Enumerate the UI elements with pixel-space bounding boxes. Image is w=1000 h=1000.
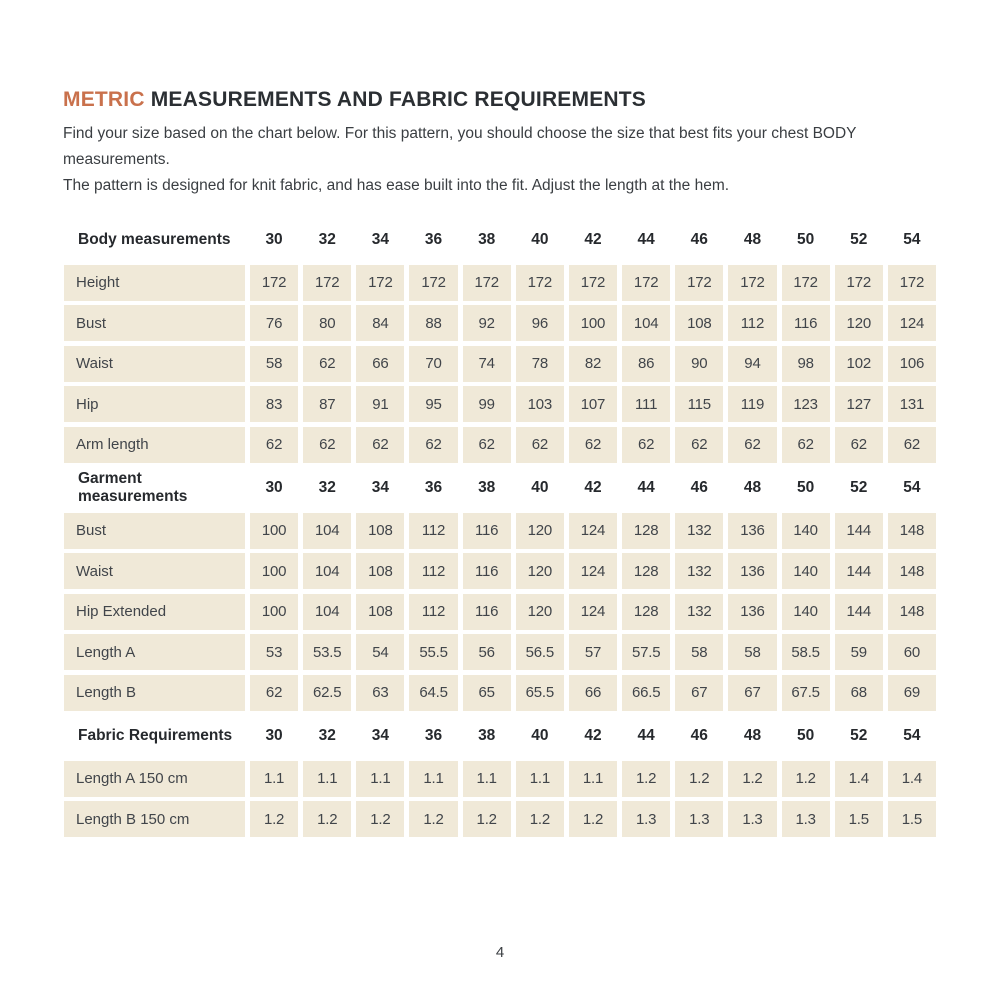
value-cell: 1.3 bbox=[728, 801, 776, 837]
row-label: Arm length bbox=[64, 427, 245, 463]
value-cell: 172 bbox=[250, 265, 298, 301]
size-header-cell: 42 bbox=[569, 715, 617, 756]
section-header-label: Garment measurements bbox=[64, 467, 245, 508]
size-header-cell: 30 bbox=[250, 715, 298, 756]
value-cell: 62.5 bbox=[303, 675, 351, 711]
value-cell: 100 bbox=[250, 594, 298, 630]
value-cell: 124 bbox=[888, 305, 936, 341]
size-header-cell: 32 bbox=[303, 219, 351, 260]
value-cell: 108 bbox=[356, 513, 404, 549]
value-cell: 100 bbox=[250, 513, 298, 549]
value-cell: 102 bbox=[835, 346, 883, 382]
size-header-cell: 52 bbox=[835, 219, 883, 260]
size-header-cell: 50 bbox=[782, 219, 830, 260]
document-header bbox=[63, 88, 943, 199]
value-cell: 120 bbox=[516, 513, 564, 549]
value-cell: 68 bbox=[835, 675, 883, 711]
value-cell: 1.2 bbox=[728, 761, 776, 797]
size-header-cell: 38 bbox=[463, 715, 511, 756]
value-cell: 140 bbox=[782, 513, 830, 549]
value-cell: 86 bbox=[622, 346, 670, 382]
value-cell: 119 bbox=[728, 386, 776, 422]
intro-line-2: The pattern is designed for knit fabric, and has ease built into the fit. Adjust the length at the hem. bbox=[63, 177, 730, 194]
value-cell: 63 bbox=[356, 675, 404, 711]
value-cell: 62 bbox=[728, 427, 776, 463]
row-label: Length B bbox=[64, 675, 245, 711]
value-cell: 172 bbox=[675, 265, 723, 301]
value-cell: 1.2 bbox=[782, 761, 830, 797]
size-header-cell: 44 bbox=[622, 467, 670, 508]
size-header-cell: 44 bbox=[622, 715, 670, 756]
value-cell: 60 bbox=[888, 634, 936, 670]
value-cell: 83 bbox=[250, 386, 298, 422]
value-cell: 144 bbox=[835, 594, 883, 630]
size-header-cell: 32 bbox=[303, 715, 351, 756]
value-cell: 62 bbox=[675, 427, 723, 463]
value-cell: 66.5 bbox=[622, 675, 670, 711]
value-cell: 120 bbox=[516, 553, 564, 589]
size-header-cell: 54 bbox=[888, 715, 936, 756]
value-cell: 90 bbox=[675, 346, 723, 382]
value-cell: 128 bbox=[622, 594, 670, 630]
size-header-cell: 42 bbox=[569, 467, 617, 508]
value-cell: 91 bbox=[356, 386, 404, 422]
value-cell: 99 bbox=[463, 386, 511, 422]
size-header-cell: 34 bbox=[356, 219, 404, 260]
size-header-cell: 50 bbox=[782, 715, 830, 756]
value-cell: 96 bbox=[516, 305, 564, 341]
value-cell: 1.3 bbox=[782, 801, 830, 837]
row-label: Length B 150 cm bbox=[64, 801, 245, 837]
value-cell: 1.1 bbox=[569, 761, 617, 797]
value-cell: 148 bbox=[888, 513, 936, 549]
size-header-cell: 48 bbox=[728, 467, 776, 508]
value-cell: 1.2 bbox=[250, 801, 298, 837]
value-cell: 148 bbox=[888, 594, 936, 630]
page-title-rest: MEASUREMENTS AND FABRIC REQUIREMENTS bbox=[144, 88, 647, 111]
value-cell: 172 bbox=[888, 265, 936, 301]
value-cell: 128 bbox=[622, 553, 670, 589]
value-cell: 136 bbox=[728, 594, 776, 630]
value-cell: 172 bbox=[303, 265, 351, 301]
row-label: Bust bbox=[64, 513, 245, 549]
value-cell: 87 bbox=[303, 386, 351, 422]
size-header-cell: 48 bbox=[728, 219, 776, 260]
value-cell: 95 bbox=[409, 386, 457, 422]
value-cell: 62 bbox=[409, 427, 457, 463]
value-cell: 120 bbox=[516, 594, 564, 630]
value-cell: 55.5 bbox=[409, 634, 457, 670]
value-cell: 66 bbox=[569, 675, 617, 711]
page-title bbox=[63, 88, 943, 112]
value-cell: 124 bbox=[569, 594, 617, 630]
value-cell: 116 bbox=[782, 305, 830, 341]
value-cell: 108 bbox=[356, 594, 404, 630]
size-header-cell: 36 bbox=[409, 467, 457, 508]
size-header-cell: 50 bbox=[782, 467, 830, 508]
value-cell: 1.2 bbox=[463, 801, 511, 837]
value-cell: 112 bbox=[728, 305, 776, 341]
value-cell: 56.5 bbox=[516, 634, 564, 670]
size-header-cell: 30 bbox=[250, 219, 298, 260]
value-cell: 106 bbox=[888, 346, 936, 382]
page-title-accent: METRIC bbox=[63, 88, 145, 111]
size-header-cell: 36 bbox=[409, 219, 457, 260]
value-cell: 62 bbox=[250, 427, 298, 463]
size-header-cell: 46 bbox=[675, 219, 723, 260]
value-cell: 148 bbox=[888, 553, 936, 589]
value-cell: 104 bbox=[303, 513, 351, 549]
value-cell: 1.2 bbox=[622, 761, 670, 797]
size-header-cell: 38 bbox=[463, 467, 511, 508]
value-cell: 88 bbox=[409, 305, 457, 341]
value-cell: 57 bbox=[569, 634, 617, 670]
value-cell: 1.2 bbox=[516, 801, 564, 837]
value-cell: 172 bbox=[728, 265, 776, 301]
value-cell: 1.3 bbox=[675, 801, 723, 837]
size-header-cell: 48 bbox=[728, 715, 776, 756]
value-cell: 62 bbox=[303, 427, 351, 463]
value-cell: 82 bbox=[569, 346, 617, 382]
row-label: Waist bbox=[64, 346, 245, 382]
value-cell: 58 bbox=[250, 346, 298, 382]
value-cell: 58 bbox=[728, 634, 776, 670]
value-cell: 67.5 bbox=[782, 675, 830, 711]
value-cell: 116 bbox=[463, 513, 511, 549]
value-cell: 1.1 bbox=[356, 761, 404, 797]
size-header-cell: 52 bbox=[835, 715, 883, 756]
value-cell: 62 bbox=[782, 427, 830, 463]
value-cell: 100 bbox=[250, 553, 298, 589]
value-cell: 132 bbox=[675, 553, 723, 589]
value-cell: 1.4 bbox=[888, 761, 936, 797]
value-cell: 103 bbox=[516, 386, 564, 422]
size-header-cell: 30 bbox=[250, 467, 298, 508]
value-cell: 132 bbox=[675, 513, 723, 549]
value-cell: 111 bbox=[622, 386, 670, 422]
value-cell: 1.2 bbox=[569, 801, 617, 837]
value-cell: 64.5 bbox=[409, 675, 457, 711]
section-header-label: Body measurements bbox=[64, 219, 245, 260]
value-cell: 172 bbox=[356, 265, 404, 301]
value-cell: 1.3 bbox=[622, 801, 670, 837]
value-cell: 131 bbox=[888, 386, 936, 422]
value-cell: 112 bbox=[409, 594, 457, 630]
value-cell: 144 bbox=[835, 553, 883, 589]
value-cell: 65.5 bbox=[516, 675, 564, 711]
value-cell: 124 bbox=[569, 513, 617, 549]
value-cell: 62 bbox=[516, 427, 564, 463]
row-label: Height bbox=[64, 265, 245, 301]
value-cell: 115 bbox=[675, 386, 723, 422]
value-cell: 112 bbox=[409, 513, 457, 549]
value-cell: 1.1 bbox=[303, 761, 351, 797]
row-label: Length A 150 cm bbox=[64, 761, 245, 797]
value-cell: 116 bbox=[463, 553, 511, 589]
value-cell: 172 bbox=[569, 265, 617, 301]
value-cell: 62 bbox=[250, 675, 298, 711]
size-header-cell: 52 bbox=[835, 467, 883, 508]
value-cell: 84 bbox=[356, 305, 404, 341]
value-cell: 57.5 bbox=[622, 634, 670, 670]
value-cell: 124 bbox=[569, 553, 617, 589]
size-table bbox=[64, 219, 936, 837]
value-cell: 62 bbox=[303, 346, 351, 382]
value-cell: 69 bbox=[888, 675, 936, 711]
value-cell: 1.4 bbox=[835, 761, 883, 797]
value-cell: 67 bbox=[675, 675, 723, 711]
value-cell: 62 bbox=[463, 427, 511, 463]
value-cell: 67 bbox=[728, 675, 776, 711]
value-cell: 104 bbox=[303, 594, 351, 630]
value-cell: 65 bbox=[463, 675, 511, 711]
value-cell: 172 bbox=[782, 265, 830, 301]
value-cell: 1.1 bbox=[409, 761, 457, 797]
value-cell: 53.5 bbox=[303, 634, 351, 670]
value-cell: 1.2 bbox=[675, 761, 723, 797]
value-cell: 120 bbox=[835, 305, 883, 341]
value-cell: 62 bbox=[835, 427, 883, 463]
value-cell: 140 bbox=[782, 594, 830, 630]
size-header-cell: 32 bbox=[303, 467, 351, 508]
value-cell: 1.5 bbox=[835, 801, 883, 837]
value-cell: 1.1 bbox=[250, 761, 298, 797]
size-header-cell: 54 bbox=[888, 467, 936, 508]
intro-text bbox=[63, 121, 943, 199]
size-header-cell: 40 bbox=[516, 715, 564, 756]
value-cell: 62 bbox=[356, 427, 404, 463]
value-cell: 1.1 bbox=[516, 761, 564, 797]
value-cell: 104 bbox=[303, 553, 351, 589]
value-cell: 132 bbox=[675, 594, 723, 630]
value-cell: 1.2 bbox=[409, 801, 457, 837]
value-cell: 140 bbox=[782, 553, 830, 589]
section-header-label: Fabric Requirements bbox=[64, 715, 245, 756]
value-cell: 53 bbox=[250, 634, 298, 670]
value-cell: 78 bbox=[516, 346, 564, 382]
value-cell: 80 bbox=[303, 305, 351, 341]
value-cell: 62 bbox=[622, 427, 670, 463]
value-cell: 136 bbox=[728, 513, 776, 549]
value-cell: 62 bbox=[888, 427, 936, 463]
value-cell: 123 bbox=[782, 386, 830, 422]
value-cell: 1.1 bbox=[463, 761, 511, 797]
value-cell: 54 bbox=[356, 634, 404, 670]
row-label: Length A bbox=[64, 634, 245, 670]
value-cell: 136 bbox=[728, 553, 776, 589]
size-header-cell: 54 bbox=[888, 219, 936, 260]
value-cell: 172 bbox=[409, 265, 457, 301]
value-cell: 59 bbox=[835, 634, 883, 670]
size-header-cell: 40 bbox=[516, 467, 564, 508]
value-cell: 107 bbox=[569, 386, 617, 422]
value-cell: 144 bbox=[835, 513, 883, 549]
value-cell: 94 bbox=[728, 346, 776, 382]
size-header-cell: 44 bbox=[622, 219, 670, 260]
size-header-cell: 46 bbox=[675, 715, 723, 756]
value-cell: 172 bbox=[463, 265, 511, 301]
value-cell: 100 bbox=[569, 305, 617, 341]
value-cell: 56 bbox=[463, 634, 511, 670]
value-cell: 1.2 bbox=[303, 801, 351, 837]
value-cell: 104 bbox=[622, 305, 670, 341]
row-label: Bust bbox=[64, 305, 245, 341]
value-cell: 66 bbox=[356, 346, 404, 382]
page-number: 4 bbox=[495, 944, 505, 961]
row-label: Waist bbox=[64, 553, 245, 589]
size-header-cell: 34 bbox=[356, 467, 404, 508]
value-cell: 70 bbox=[409, 346, 457, 382]
value-cell: 76 bbox=[250, 305, 298, 341]
value-cell: 92 bbox=[463, 305, 511, 341]
value-cell: 74 bbox=[463, 346, 511, 382]
value-cell: 172 bbox=[622, 265, 670, 301]
size-header-cell: 46 bbox=[675, 467, 723, 508]
value-cell: 116 bbox=[463, 594, 511, 630]
value-cell: 58 bbox=[675, 634, 723, 670]
value-cell: 172 bbox=[835, 265, 883, 301]
value-cell: 62 bbox=[569, 427, 617, 463]
value-cell: 108 bbox=[675, 305, 723, 341]
value-cell: 58.5 bbox=[782, 634, 830, 670]
size-header-cell: 36 bbox=[409, 715, 457, 756]
value-cell: 128 bbox=[622, 513, 670, 549]
row-label: Hip bbox=[64, 386, 245, 422]
row-label: Hip Extended bbox=[64, 594, 245, 630]
value-cell: 172 bbox=[516, 265, 564, 301]
value-cell: 98 bbox=[782, 346, 830, 382]
value-cell: 112 bbox=[409, 553, 457, 589]
size-header-cell: 42 bbox=[569, 219, 617, 260]
intro-line-1: Find your size based on the chart below. For this pattern, you should choose the size that best fits your chest BODY measurements. bbox=[63, 125, 857, 168]
value-cell: 127 bbox=[835, 386, 883, 422]
size-header-cell: 34 bbox=[356, 715, 404, 756]
value-cell: 1.2 bbox=[356, 801, 404, 837]
size-header-cell: 38 bbox=[463, 219, 511, 260]
value-cell: 1.5 bbox=[888, 801, 936, 837]
value-cell: 108 bbox=[356, 553, 404, 589]
size-header-cell: 40 bbox=[516, 219, 564, 260]
